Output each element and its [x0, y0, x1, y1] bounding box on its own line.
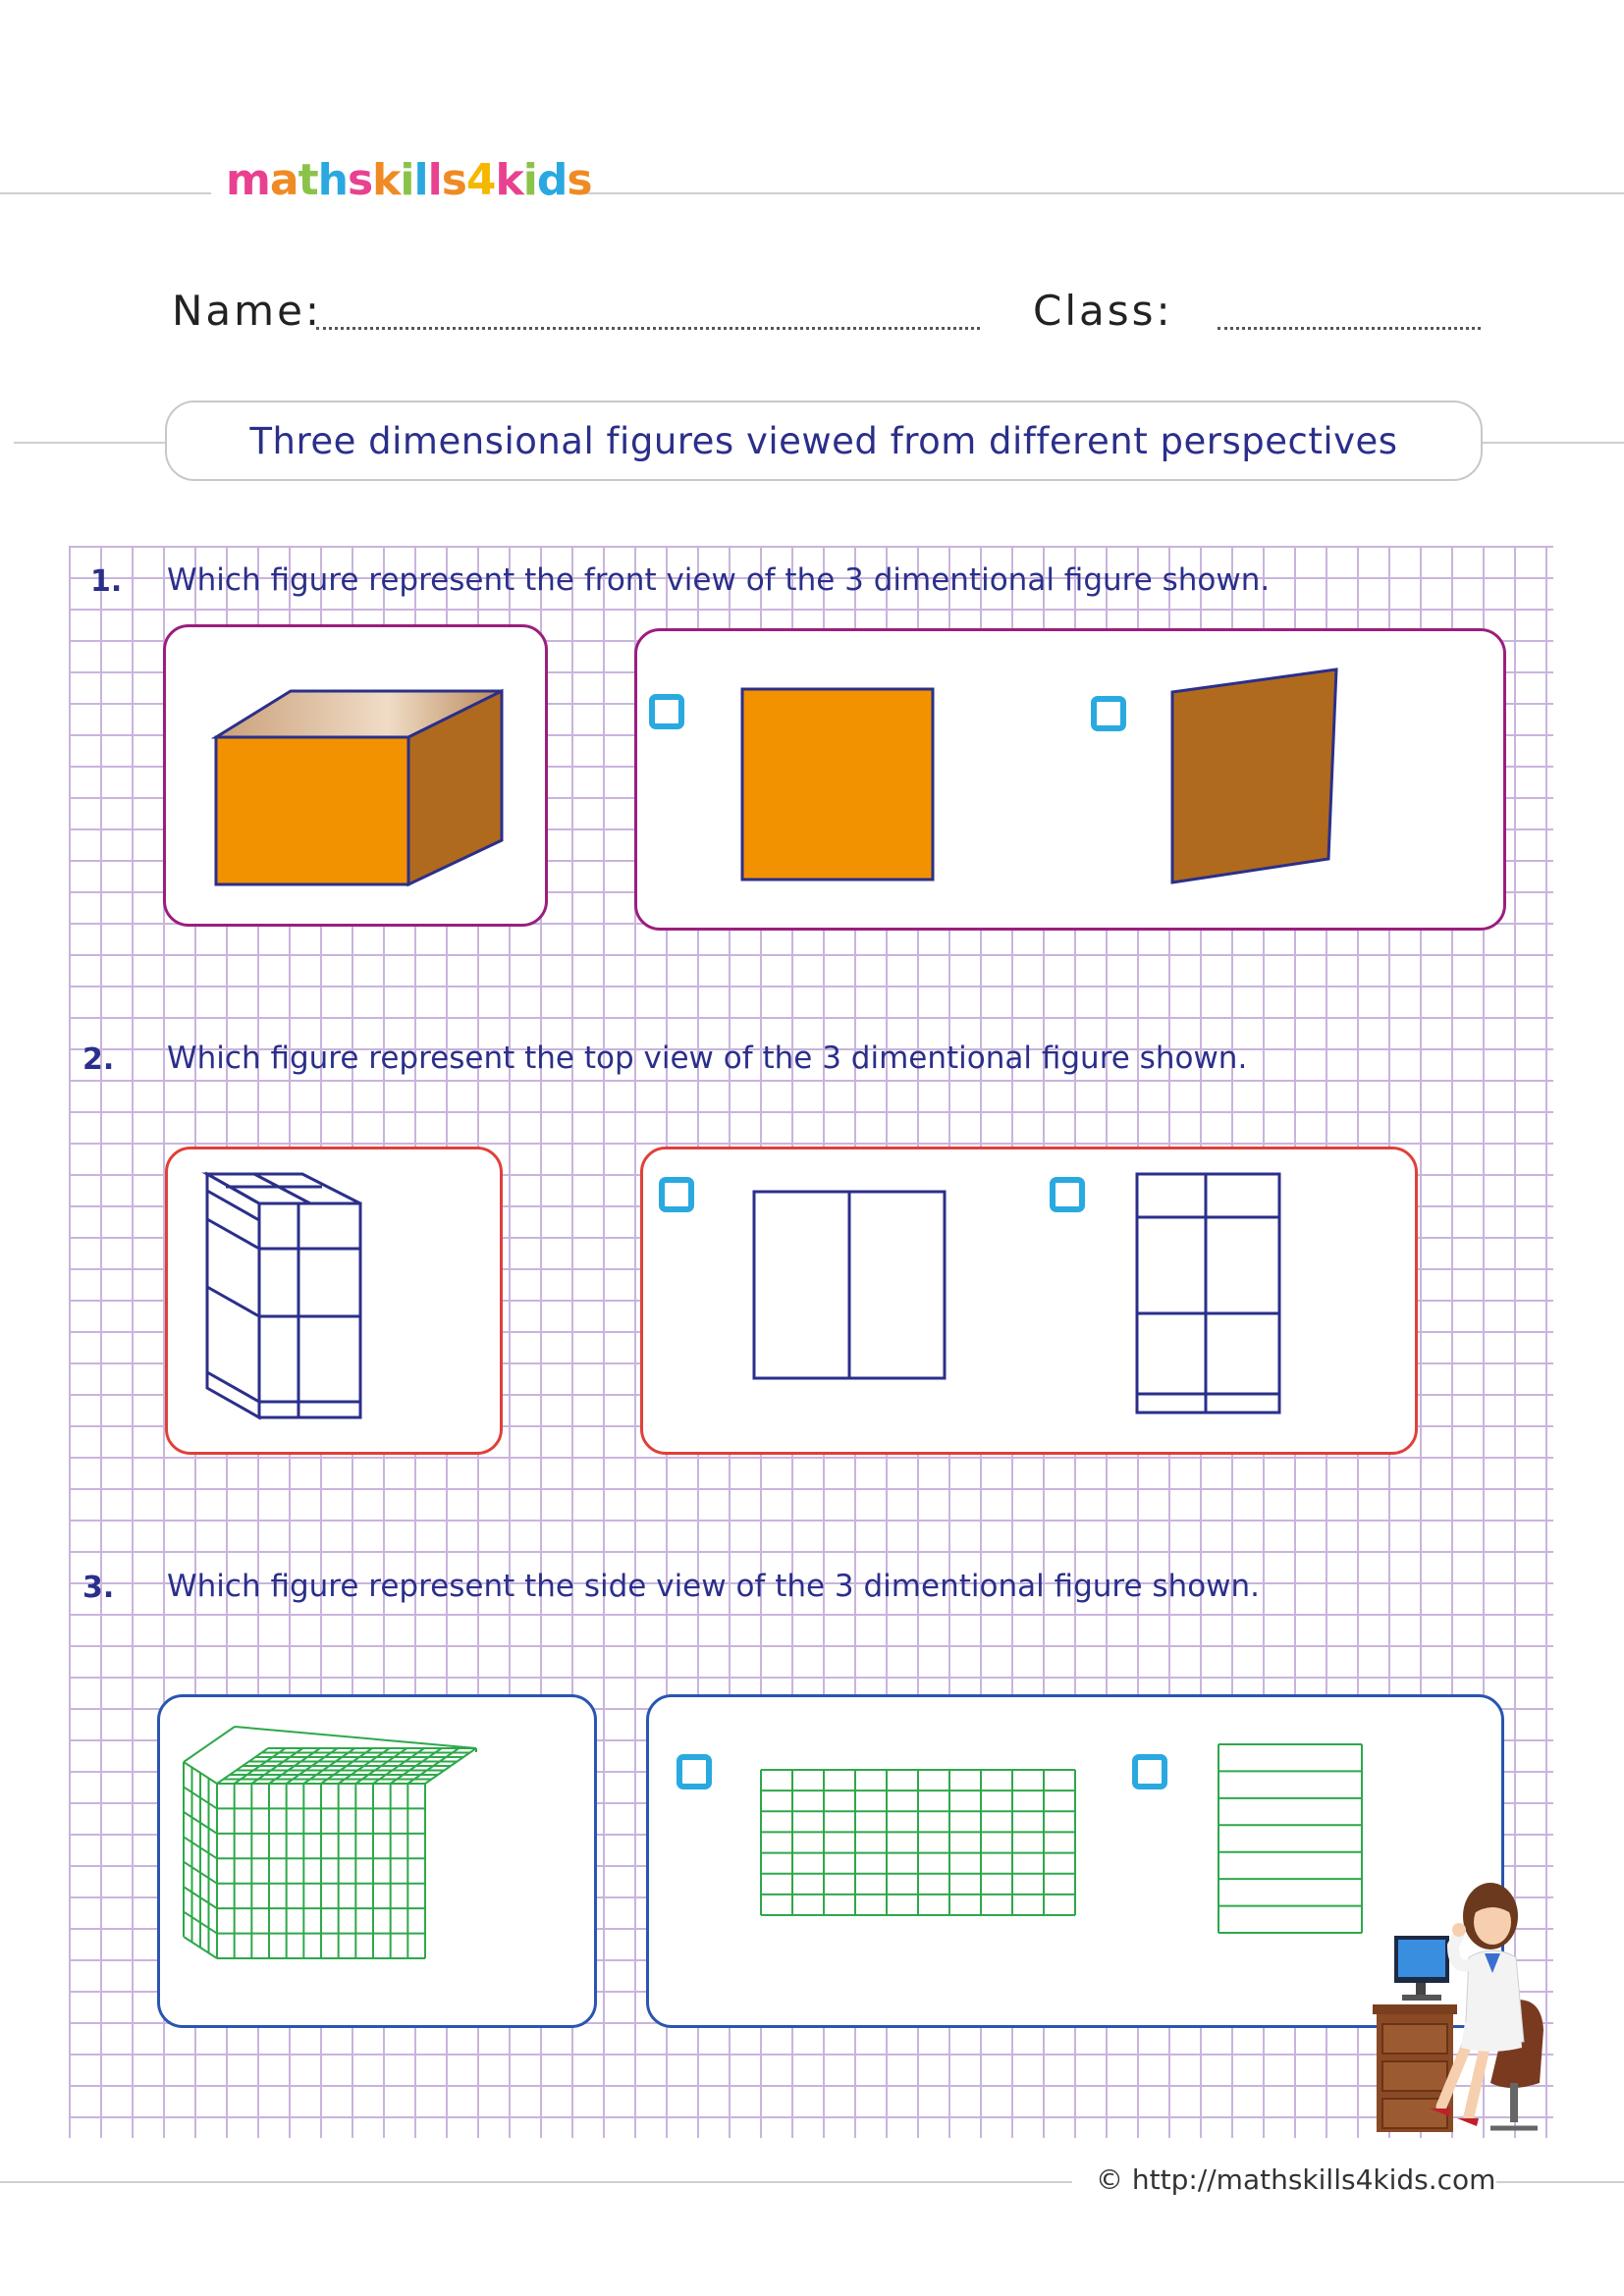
logo-letter: a — [269, 155, 298, 205]
name-label: Name: — [172, 287, 323, 335]
question-3-number: 3. — [82, 1571, 115, 1605]
logo-letter: h — [317, 155, 348, 205]
q3-option-b-grid — [1215, 1740, 1366, 1937]
q2-block-figure — [168, 1149, 506, 1458]
logo-letter: k — [495, 155, 523, 205]
q1-option-b-checkbox[interactable] — [1091, 696, 1126, 731]
logo-letter: l — [427, 155, 442, 205]
logo-letter: 4 — [465, 155, 496, 205]
name-field[interactable] — [316, 327, 980, 330]
q3-option-b-checkbox[interactable] — [1132, 1754, 1167, 1789]
q1-figure-box — [163, 624, 548, 927]
question-2-text: Which figure represent the top view of the 3 dimentional figure shown. — [167, 1041, 1248, 1076]
q2-options-box — [640, 1147, 1418, 1455]
logo-letter: d — [536, 155, 568, 205]
logo-letter: t — [298, 155, 318, 205]
page-title: Three dimensional figures viewed from different perspectives — [249, 419, 1398, 462]
cuboid-front-face — [216, 737, 408, 884]
q2-option-b-checkbox[interactable] — [1050, 1177, 1085, 1212]
question-3-text: Which figure represent the side view of the 3 dimentional figure shown. — [167, 1569, 1261, 1604]
question-1-number: 1. — [90, 564, 123, 599]
q3-option-a-grid — [757, 1766, 1079, 1919]
q2-option-a-rectangle — [751, 1189, 949, 1385]
class-label: Class: — [1033, 287, 1173, 335]
logo-letter: i — [400, 155, 414, 205]
class-field[interactable] — [1218, 327, 1481, 330]
q1-option-a-square — [739, 686, 942, 882]
logo-letter: s — [441, 155, 466, 205]
brand-logo — [226, 155, 592, 205]
q1-cuboid-figure — [166, 627, 551, 930]
teacher-illustration — [1363, 1875, 1581, 2150]
q1-option-b-parallelogram — [1167, 665, 1344, 886]
logo-letter: s — [347, 155, 373, 205]
top-rule-left — [0, 192, 211, 194]
q2-figure-box — [165, 1147, 503, 1455]
q2-option-b-grid — [1134, 1171, 1283, 1420]
q3-prism-figure — [160, 1697, 600, 2031]
logo-letter: m — [226, 155, 270, 205]
q2-option-a-checkbox[interactable] — [659, 1177, 694, 1212]
footer-rule-right — [1496, 2181, 1624, 2183]
question-2-number: 2. — [82, 1042, 115, 1077]
q1-option-a-checkbox[interactable] — [649, 694, 684, 729]
logo-letter: k — [372, 155, 401, 205]
top-rule-right — [577, 192, 1624, 194]
title-rule-right — [1481, 442, 1624, 444]
title-rule-left — [14, 442, 167, 444]
q3-figure-box — [157, 1694, 597, 2028]
logo-letter: l — [413, 155, 428, 205]
logo-letter: s — [567, 155, 592, 205]
title-banner — [165, 400, 1483, 481]
footer-rule-left — [0, 2181, 1072, 2183]
logo-letter: i — [522, 155, 537, 205]
question-1-text: Which figure represent the front view of the 3 dimentional figure shown. — [167, 562, 1271, 598]
q1-options-box — [634, 628, 1506, 931]
q3-option-a-checkbox[interactable] — [677, 1754, 712, 1789]
footer-copyright: © http://mathskills4kids.com — [1096, 2163, 1496, 2196]
